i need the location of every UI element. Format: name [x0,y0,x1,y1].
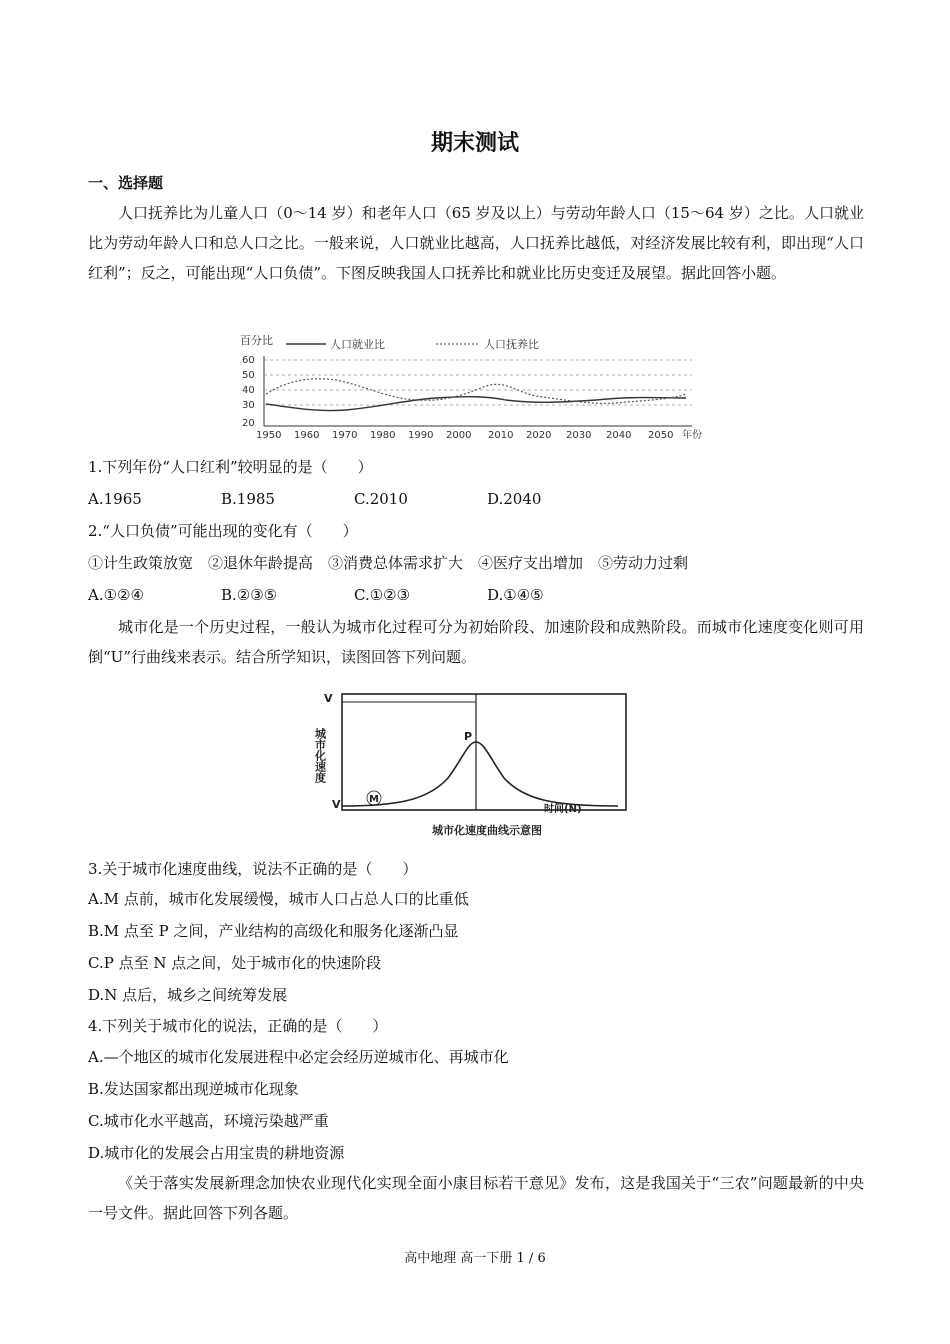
chart1-employment-line [266,397,686,411]
chart2-ylabel [314,728,328,784]
chart1-ytick: 50 [242,370,255,381]
q4-option-c[interactable]: C.城市化水平越高，环境污染越严重 [88,1112,329,1130]
chart1-xtick: 1950 [256,430,282,441]
q3-option-a[interactable]: A.M 点前，城市化发展缓慢，城市人口占总人口的比重低 [88,890,469,908]
q3-stem: 3.关于城市化速度曲线，说法不正确的是（ ） [88,860,418,878]
chart1-ylabel: 百分比 [240,334,273,347]
chart1-legend-dependency: 人口抚养比 [484,338,539,351]
chart2-point-p: P [464,730,473,743]
chart2-vmax: V [324,692,333,705]
population-ratio-chart [236,330,716,442]
page-footer: 高中地理 高一下册 1 / 6 [404,1251,546,1266]
chart1-xtick: 1970 [332,430,358,441]
q3-option-b[interactable]: B.M 点至 P 之间，产业结构的高级化和服务化逐渐凸显 [88,922,459,940]
q1-option-b[interactable]: B.1985 [221,490,275,508]
chart1-xtick: 1960 [294,430,320,441]
intro-paragraph-3: 《关于落实发展新理念加快农业现代化实现全面小康目标若干意见》发布，这是我国关于“三农”问题最新的中央一号文件。据此回答下列各题。 [88,1174,864,1222]
chart1-ytick: 40 [242,385,255,396]
chart1-xtick: 2040 [606,430,632,441]
q4-option-a[interactable]: A.—个地区的城市化发展进程中必定会经历逆城市化、再城市化 [88,1048,509,1066]
q1-options [88,488,620,510]
intro-paragraph-2: 城市化是一个历史过程，一般认为城市化过程可分为初始阶段、加速阶段和成熟阶段。而城市化速度变化则可用倒“U”行曲线来表示。结合所学知识，读图回答下列问题。 [88,618,864,666]
q2-option-b[interactable]: B.②③⑤ [221,586,278,604]
urbanization-speed-chart [313,688,630,844]
chart2-point-m: M [369,794,379,805]
chart1-legend-employment: 人口就业比 [330,338,385,351]
q1-option-d[interactable]: D.2040 [487,490,542,508]
chart1-xtick: 1990 [408,430,434,441]
q1-option-c[interactable]: C.2010 [354,490,408,508]
q2-option-d[interactable]: D.①④⑤ [487,586,544,604]
section-heading: 一、选择题 [88,174,164,192]
q2-options [88,584,620,606]
page-title: 期末测试 [430,131,519,156]
q2-items: ①计生政策放宽 ②退休年龄提高 ③消费总体需求扩大 ④医疗支出增加 ⑤劳动力过剩 [88,554,689,572]
q4-stem: 4.下列关于城市化的说法，正确的是（ ） [88,1017,388,1035]
chart1-ytick: 20 [242,418,255,429]
chart1-xtick: 2030 [566,430,592,441]
q1-option-a[interactable]: A.1965 [88,490,142,508]
chart1-ytick: 60 [242,355,255,366]
q4-option-b[interactable]: B.发达国家都出现逆城市化现象 [88,1080,299,1098]
q4-option-d[interactable]: D.城市化的发展会占用宝贵的耕地资源 [88,1144,345,1162]
q2-stem: 2.“人口负债”可能出现的变化有（ ） [88,522,358,540]
q2-option-a[interactable]: A.①②④ [88,586,144,604]
chart1-xtick: 2050 [648,430,674,441]
q2-option-c[interactable]: C.①②③ [354,586,411,604]
chart2-vmin: V [332,798,341,811]
chart1-xunit: 年份 [682,430,702,441]
q1-stem: 1.下列年份“人口红利”较明显的是（ ） [88,458,373,476]
chart2-curve [342,742,618,806]
q3-option-c[interactable]: C.P 点至 N 点之间，处于城市化的快速阶段 [88,954,382,972]
q3-option-d[interactable]: D.N 点后，城乡之间统筹发展 [88,986,288,1004]
chart1-ytick: 30 [242,400,255,411]
chart1-xtick: 2020 [526,430,552,441]
chart1-xtick: 2010 [488,430,514,441]
chart2-caption: 城市化速度曲线示意图 [432,824,542,837]
intro-paragraph-1: 人口抚养比为儿童人口（0～14 岁）和老年人口（65 岁及以上）与劳动年龄人口（15～64 岁）之比。人口就业比为劳动年龄人口和总人口之比。一般来说，人口就业比越高，人口抚养比越低，对经济发展比较有利，即出现“人口红利”；反之，可能出现“人口负债”。下图反映我国人口抚养比和就业比历史变迁及展望。据此回答小题。 [88,204,864,282]
chart2-ylabel-text: 城市化速度 [313,728,327,783]
chart1-xtick: 1980 [370,430,396,441]
chart2-xlabel: 时间(N) [544,804,582,815]
chart1-dependency-line [266,379,686,404]
chart1-xtick: 2000 [446,430,472,441]
